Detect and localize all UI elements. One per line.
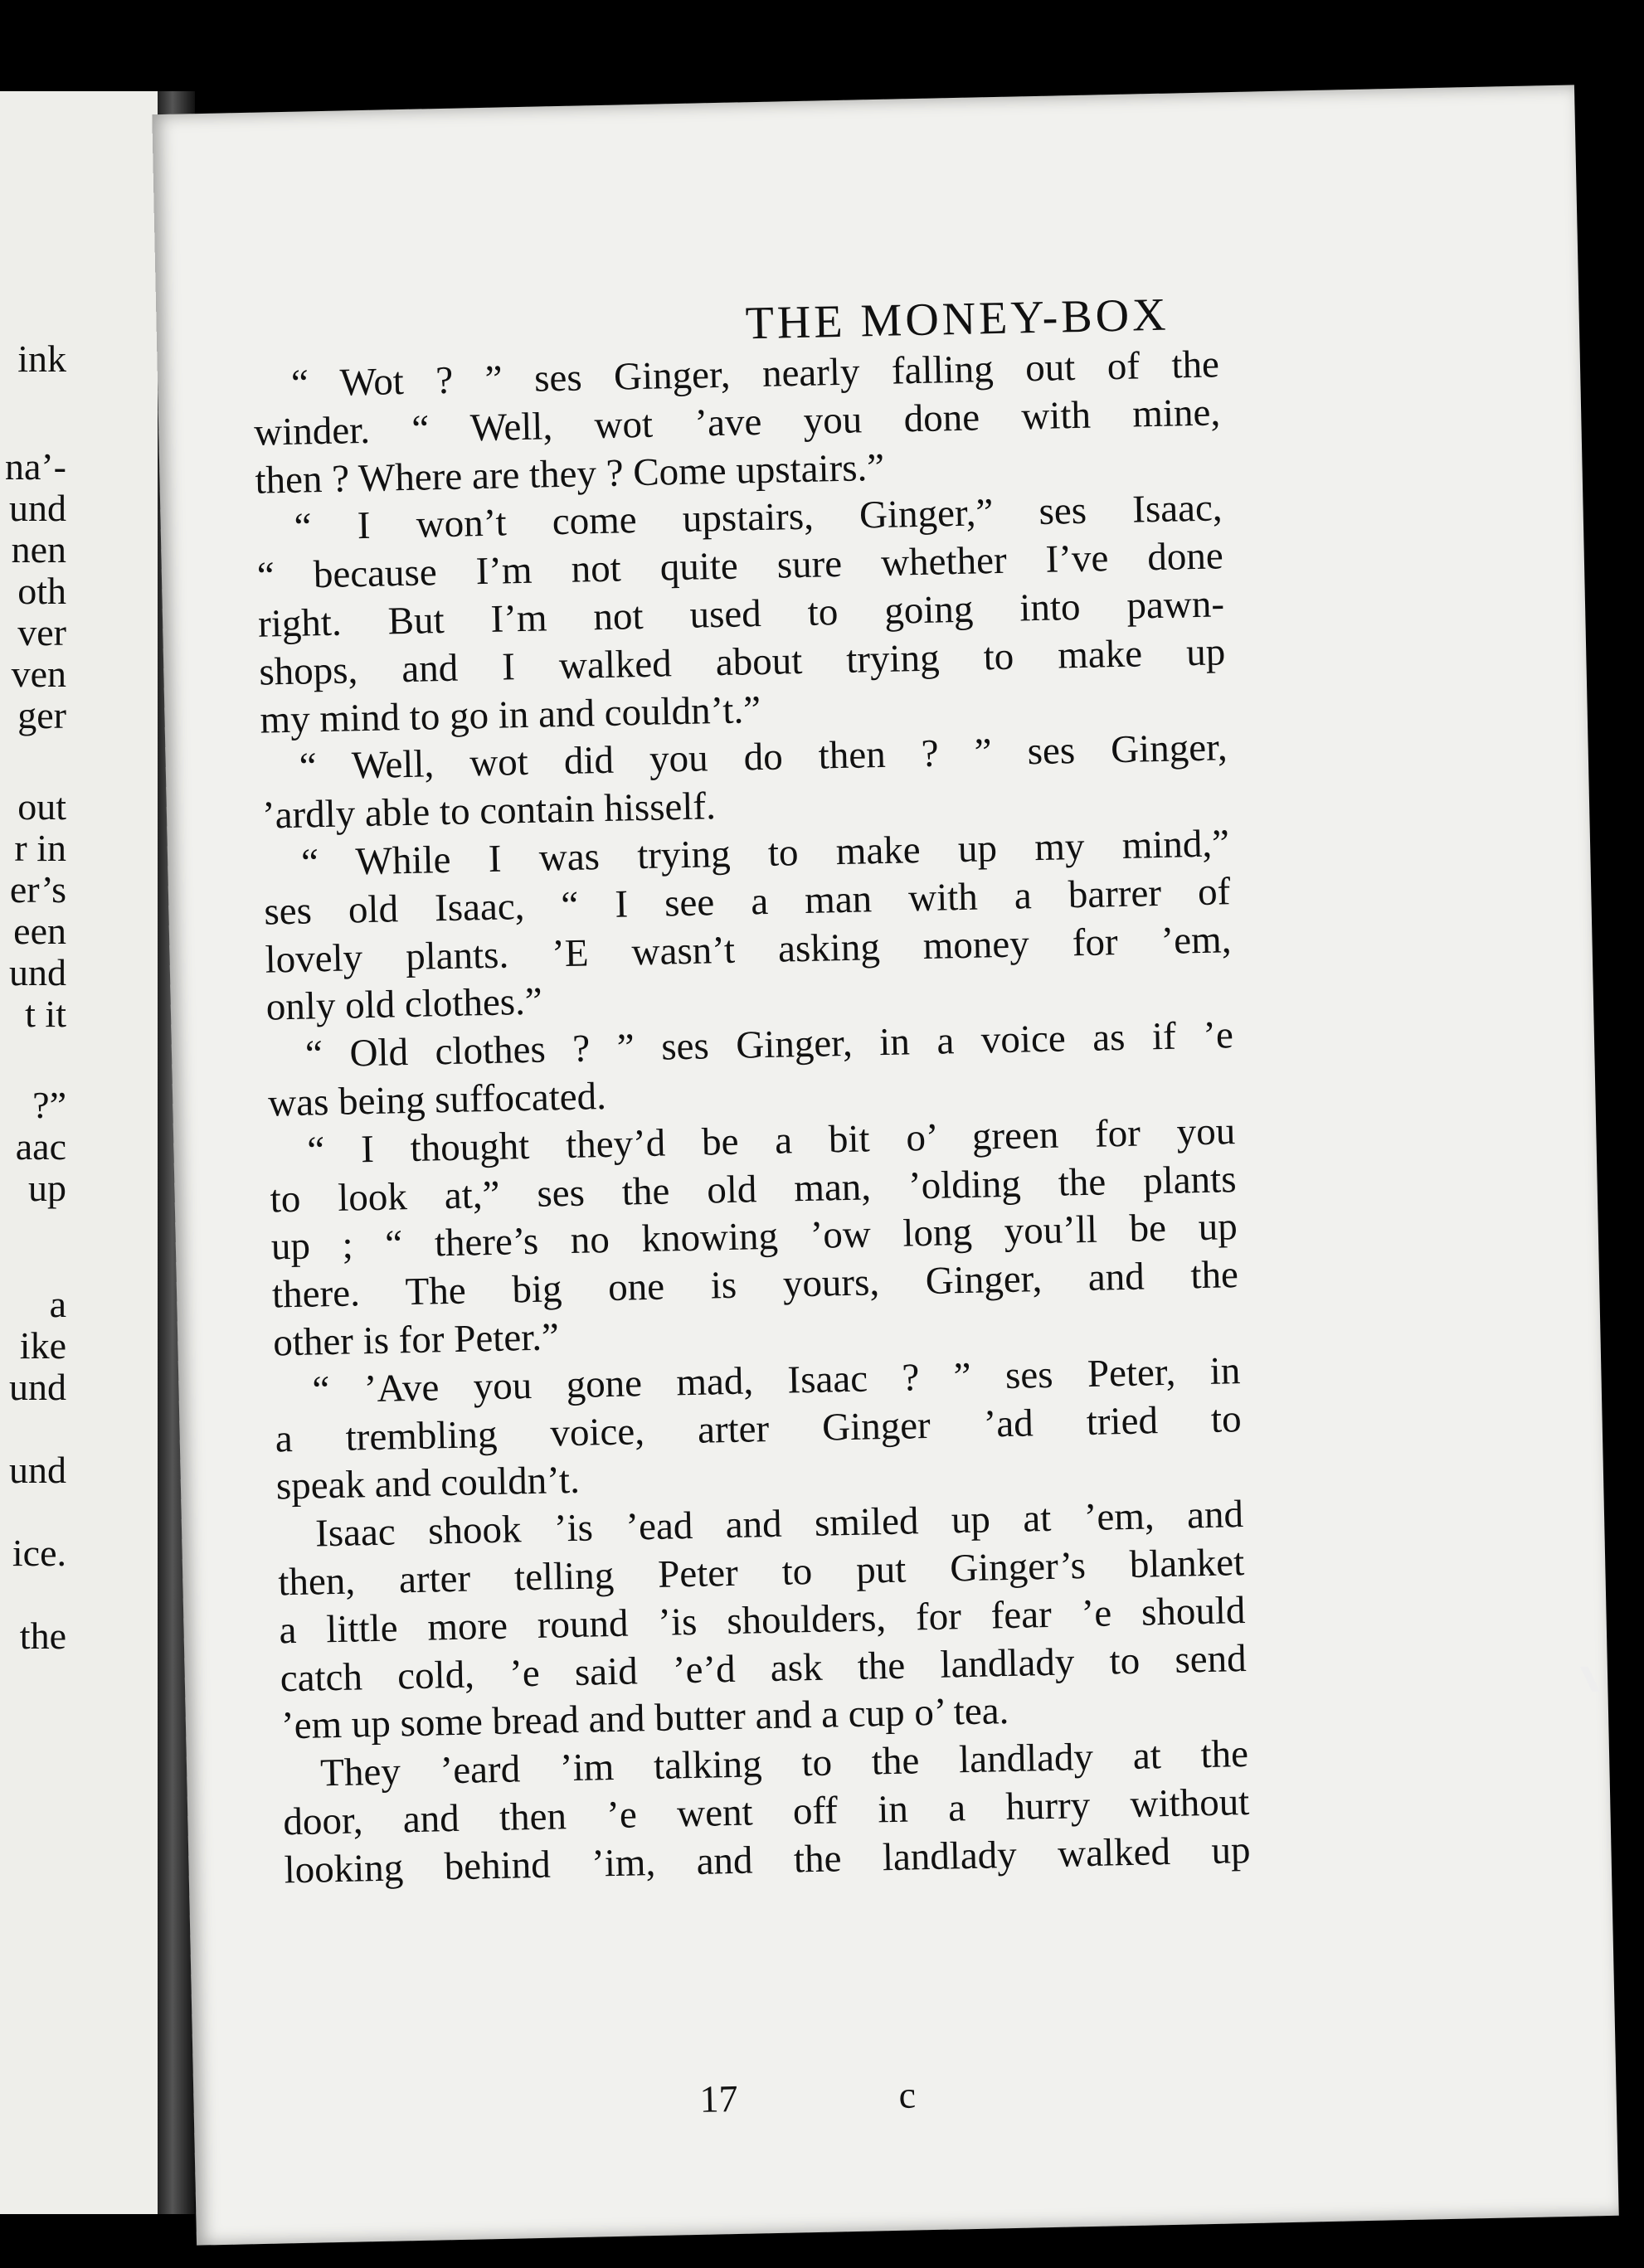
text-line: to look at,” ses the old man, ’olding the plants: [270, 1157, 1237, 1221]
left-page-fragment: up: [28, 1167, 66, 1209]
text-line: “ Wot ? ” ses Ginger, nearly falling out of the: [290, 342, 1220, 406]
left-page-fragment: a: [49, 1283, 66, 1325]
left-page-fragment: und: [9, 951, 66, 993]
left-page-fragment: ger: [17, 694, 66, 736]
text-line: right. But I’m not used to going into pawn-: [257, 582, 1225, 646]
left-page-fragment: er’s: [9, 868, 66, 911]
text-line: then ? Where are they ? Come upstairs.”: [254, 445, 885, 503]
text-line: “ I thought they’d be a bit o’ green for you: [306, 1109, 1236, 1173]
text-line: up ; “ there’s no knowing ’ow long you’ll be up: [270, 1205, 1238, 1269]
left-page-fragment: nen: [11, 528, 66, 571]
left-page-fragment: und: [9, 1366, 66, 1408]
text-line: looking behind ’im, and the landlady walked up: [284, 1828, 1251, 1892]
left-page-fragment: und: [9, 487, 66, 529]
left-page-fragment: een: [13, 910, 66, 952]
text-line: there. The big one is yours, Ginger, and the: [271, 1253, 1239, 1317]
text-line: then, arter telling Peter to put Ginger’s blanket: [277, 1540, 1245, 1605]
text-line: door, and then ’e went off in a hurry without: [282, 1780, 1250, 1844]
text-line: a little more round ’is shoulders, for fear ’e should: [279, 1588, 1246, 1653]
text-line: “ I won’t come upstairs, Ginger,” ses Isaac,: [294, 486, 1223, 550]
text-line: winder. “ Well, wot ’ave you done with mine,: [253, 391, 1221, 454]
left-page-fragment: oth: [17, 570, 66, 612]
text-line: Isaac shook ’is ’ead and smiled up at ’em, and: [314, 1493, 1244, 1556]
running-head: THE MONEY-BOX: [745, 289, 1170, 350]
text-line: “ because I’m not quite sure whether I’ve done: [256, 534, 1224, 598]
text-line: “ Old clothes ? ” ses Ginger, in a voice as if ’e: [304, 1013, 1234, 1076]
text-line: a trembling voice, arter Ginger ’ad tried to: [275, 1396, 1243, 1461]
left-page-fragment: und: [9, 1449, 66, 1491]
left-page-fragment: ice.: [12, 1532, 66, 1574]
text-line: speak and couldn’t.: [275, 1459, 581, 1508]
text-line: ’ardly able to contain hisself.: [261, 784, 717, 838]
text-line: my mind to go in and couldn’t.”: [260, 687, 761, 742]
text-line: catch cold, ’e said ’e’d ask the landlady to send: [280, 1636, 1248, 1700]
left-page-fragment: aac: [15, 1125, 66, 1168]
text-line: “ While I was trying to make up my mind,”: [300, 822, 1230, 885]
left-page-fragment: na’-: [4, 445, 66, 488]
left-page-fragment: ?”: [32, 1084, 66, 1126]
left-page-fragment: t it: [25, 993, 66, 1035]
text-line: only old clothes.”: [265, 979, 543, 1029]
previous-page-fragment: [0, 91, 158, 2214]
book-page: [152, 85, 1618, 2245]
body-text: [253, 341, 1251, 1894]
left-page-fragment: ven: [11, 653, 66, 695]
text-line: “ Well, wot did you do then ? ” ses Ginger,: [299, 726, 1228, 789]
text-line: lovely plants. ’E wasn’t asking money for ’em,: [265, 917, 1232, 982]
text-line: ’em up some bread and butter and a cup o’ tea.: [280, 1689, 1009, 1748]
text-line: shops, and I walked about trying to make up: [258, 630, 1226, 694]
text-line: “ ’Ave you gone mad, Isaac ? ” ses Peter, in: [311, 1348, 1241, 1412]
signature-mark: c: [897, 2073, 917, 2116]
page-number: 17: [699, 2076, 739, 2120]
text-line: was being suffocated.: [267, 1074, 607, 1125]
text-line: other is for Peter.”: [272, 1315, 560, 1365]
left-page-fragment: out: [17, 785, 66, 828]
text-line: ses old Isaac, “ I see a man with a barrer of: [263, 869, 1231, 934]
left-page-fragment: ver: [17, 611, 66, 653]
left-page-fragment: ike: [19, 1324, 66, 1367]
left-page-fragment: r in: [14, 827, 66, 869]
text-line: They ’eard ’im talking to the landlady at the: [319, 1732, 1249, 1795]
left-page-fragment: ink: [17, 338, 66, 380]
left-page-fragment: the: [19, 1615, 66, 1657]
